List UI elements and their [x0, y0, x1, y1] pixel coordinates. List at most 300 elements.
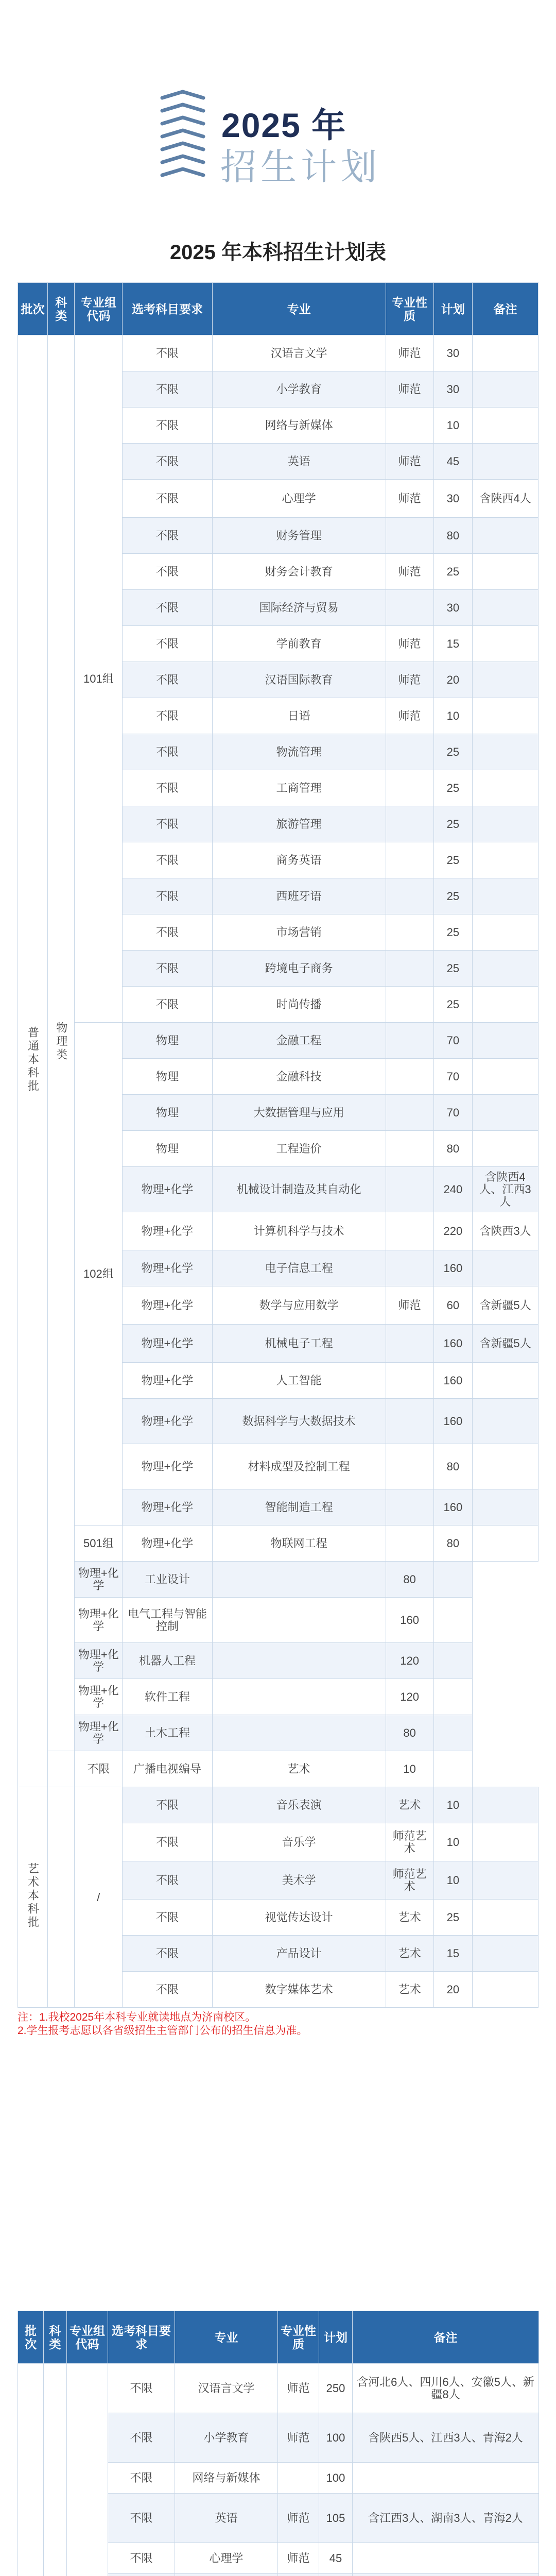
note-cell: 含江西3人、湖南3人、青海2人	[353, 2494, 539, 2543]
major-cell: 英语	[212, 444, 386, 480]
subject-requirement-cell: 不限	[123, 518, 212, 554]
table-row	[18, 1023, 538, 1059]
major-nature-cell	[386, 1363, 433, 1399]
major-cell: 网络与新媒体	[212, 408, 386, 444]
table-header-row	[18, 2311, 539, 2364]
major-nature-cell: 师范	[278, 2413, 319, 2463]
major-cell: 国际经济与贸易	[212, 590, 386, 626]
plan-count-cell: 80	[433, 1131, 473, 1167]
subject-requirement-cell: 不限	[75, 1751, 123, 1787]
category-cell	[48, 335, 75, 1751]
note-cell	[353, 2543, 539, 2574]
subject-requirement-cell: 物理+化学	[123, 1444, 212, 1489]
major-cell: 跨境电子商务	[212, 951, 386, 987]
major-cell: 时尚传播	[212, 987, 386, 1023]
subject-requirement-cell: 不限	[123, 408, 212, 444]
subject-requirement-cell: 物理+化学	[123, 1489, 212, 1526]
note-cell	[473, 1972, 538, 2008]
major-nature-cell	[386, 1489, 433, 1526]
note-cell	[473, 770, 538, 806]
note-cell	[473, 1023, 538, 1059]
subject-requirement-cell: 不限	[123, 878, 212, 914]
note-cell	[473, 1095, 538, 1131]
subject-requirement-cell: 不限	[123, 987, 212, 1023]
plan-count-cell: 80	[433, 1444, 473, 1489]
major-cell: 计算机科学与技术	[212, 1212, 386, 1250]
note-cell	[473, 518, 538, 554]
major-nature-cell	[386, 1444, 433, 1489]
header-group-code: 专业组代码	[75, 283, 123, 335]
note-cell	[473, 878, 538, 914]
major-cell: 财务管理	[212, 518, 386, 554]
major-cell: 物流管理	[212, 734, 386, 770]
major-nature-cell	[386, 951, 433, 987]
major-nature-cell	[386, 734, 433, 770]
header-major: 专业	[175, 2311, 278, 2364]
subject-requirement-cell: 不限	[123, 1936, 212, 1972]
note-cell	[473, 1444, 538, 1489]
major-nature-cell	[386, 1250, 433, 1286]
plan-count-cell: 20	[433, 662, 473, 698]
header-batch: 批次	[18, 2311, 44, 2364]
note-cell: 含新疆5人	[473, 1286, 538, 1325]
table-row	[18, 1679, 538, 1715]
major-nature-cell	[386, 806, 433, 842]
major-nature-cell	[386, 1212, 433, 1250]
major-cell	[175, 2574, 278, 2576]
table-row	[18, 335, 538, 371]
major-cell: 数据科学与大数据技术	[212, 1399, 386, 1444]
plan-count-cell: 25	[433, 770, 473, 806]
header-subject-requirement: 选考科目要求	[123, 283, 212, 335]
major-nature-cell	[212, 1562, 386, 1598]
group-code-cell: 501组	[75, 1526, 123, 1562]
major-nature-cell	[212, 1598, 386, 1643]
art-category-cell	[48, 1787, 75, 2008]
header-group-code: 专业组代码	[67, 2311, 108, 2364]
subject-requirement-cell: 不限	[123, 698, 212, 734]
plan-count-cell: 160	[433, 1325, 473, 1363]
major-nature-cell	[386, 842, 433, 878]
note-cell	[433, 1562, 473, 1598]
plan-count-cell: 160	[433, 1250, 473, 1286]
header-note: 备注	[353, 2311, 539, 2364]
note-cell: 含新疆5人	[473, 1325, 538, 1363]
major-cell: 工业设计	[123, 1562, 212, 1598]
subject-requirement-cell: 不限	[123, 842, 212, 878]
plan-count-cell: 10	[433, 698, 473, 734]
plan-count-cell: 45	[319, 2543, 353, 2574]
major-nature-cell	[386, 1095, 433, 1131]
plan-count-cell: 10	[433, 1861, 473, 1900]
category-label: 物理类	[55, 1022, 68, 1062]
major-cell: 数学与应用数学	[212, 1286, 386, 1325]
major-cell: 工程造价	[212, 1131, 386, 1167]
table-row	[18, 1526, 538, 1562]
note-cell	[473, 444, 538, 480]
major-nature-cell	[386, 1131, 433, 1167]
note-cell	[473, 806, 538, 842]
note-cell	[473, 1250, 538, 1286]
major-cell: 大数据管理与应用	[212, 1095, 386, 1131]
major-cell: 人工智能	[212, 1363, 386, 1399]
header-category: 科类	[48, 283, 75, 335]
subject-requirement-cell: 物理+化学	[75, 1679, 123, 1715]
note-cell	[473, 1936, 538, 1972]
note-cell	[473, 1526, 538, 1562]
note-cell: 含陕西4人、江西3人	[473, 1167, 538, 1212]
subject-requirement-cell: 不限	[123, 914, 212, 951]
subject-requirement-cell: 物理	[123, 1059, 212, 1095]
art-batch-label: 艺术本科批	[26, 1862, 40, 1929]
plan-count-cell: 120	[386, 1643, 433, 1679]
plan-count-cell: 120	[386, 1679, 433, 1715]
plan-count-cell: 25	[433, 554, 473, 590]
plan-count-cell: 70	[433, 1059, 473, 1095]
major-nature-cell: 师范	[278, 2494, 319, 2543]
note-line: 2.学生报考志愿以各省级招生主管部门公布的招生信息为准。	[18, 2025, 308, 2037]
major-nature-cell: 艺术	[386, 1972, 433, 2008]
major-cell: 机器人工程	[123, 1643, 212, 1679]
major-nature-cell	[386, 878, 433, 914]
header-major-nature: 专业性质	[386, 283, 433, 335]
group-code-cell: 101组	[75, 335, 123, 1023]
header-note: 备注	[473, 283, 538, 335]
major-nature-cell	[212, 1643, 386, 1679]
year-title: 2025 年	[221, 106, 347, 144]
plan-count-cell: 45	[433, 444, 473, 480]
subject-requirement-cell: 不限	[108, 2364, 175, 2413]
note-cell	[473, 842, 538, 878]
major-nature-cell	[386, 770, 433, 806]
subject-requirement-cell: 不限	[108, 2543, 175, 2574]
major-cell: 音乐表演	[212, 1787, 386, 1823]
header-subject-requirement: 选考科目要求	[108, 2311, 175, 2364]
note-cell	[353, 2574, 539, 2576]
table-row	[18, 1751, 538, 1787]
note-cell	[473, 951, 538, 987]
major-cell: 心理学	[212, 480, 386, 518]
major-cell: 旅游管理	[212, 806, 386, 842]
major-nature-cell	[386, 1399, 433, 1444]
plan-count-cell: 80	[386, 1715, 433, 1751]
major-cell: 电子信息工程	[212, 1250, 386, 1286]
plan-count-cell: 160	[433, 1399, 473, 1444]
plan-count-cell: 30	[433, 335, 473, 371]
subject-requirement-cell: 物理+化学	[123, 1286, 212, 1325]
header-major: 专业	[212, 283, 386, 335]
major-nature-cell: 师范	[386, 626, 433, 662]
subject-requirement-cell: 不限	[123, 951, 212, 987]
subject-requirement-cell: 物理+化学	[123, 1399, 212, 1444]
major-cell: 汉语言文学	[175, 2364, 278, 2413]
category-cell-empty	[48, 1751, 75, 1787]
subject-requirement-cell: 不限	[123, 806, 212, 842]
major-nature-cell	[386, 518, 433, 554]
note-cell	[473, 914, 538, 951]
major-cell: 日语	[212, 698, 386, 734]
plan-count-cell: 250	[319, 2364, 353, 2413]
subject-requirement-cell: 物理+化学	[123, 1526, 212, 1562]
major-cell: 小学教育	[175, 2413, 278, 2463]
table-row	[18, 1643, 538, 1679]
subject-requirement-cell: 不限	[123, 770, 212, 806]
plan-title: 招生计划	[220, 147, 381, 187]
major-cell: 商务英语	[212, 842, 386, 878]
header-category: 科类	[44, 2311, 67, 2364]
plan-count-cell: 30	[433, 590, 473, 626]
major-cell: 金融工程	[212, 1023, 386, 1059]
note-cell	[473, 662, 538, 698]
note-cell	[473, 698, 538, 734]
major-cell: 智能制造工程	[212, 1489, 386, 1526]
enrollment-plan-table-physics	[18, 282, 538, 2008]
major-cell: 网络与新媒体	[175, 2463, 278, 2494]
subject-requirement-cell: 物理+化学	[75, 1643, 123, 1679]
major-nature-cell	[212, 1715, 386, 1751]
plan-count-cell: 160	[386, 1598, 433, 1643]
plan-count-cell: 70	[433, 1095, 473, 1131]
major-cell: 英语	[175, 2494, 278, 2543]
header-batch: 批次	[18, 283, 48, 335]
art-group-code-cell: /	[75, 1787, 123, 2008]
table-row	[18, 1715, 538, 1751]
major-nature-cell: 艺术	[386, 1787, 433, 1823]
major-cell: 材料成型及控制工程	[212, 1444, 386, 1489]
plan-count-cell: 160	[433, 1489, 473, 1526]
note-cell	[473, 987, 538, 1023]
major-cell: 产品设计	[212, 1936, 386, 1972]
plan-count-cell: 80	[433, 1526, 473, 1562]
subject-requirement-cell: 不限	[123, 1900, 212, 1936]
note-cell	[473, 626, 538, 662]
subject-requirement-cell: 不限	[123, 480, 212, 518]
major-nature-cell: 师范艺术	[386, 1861, 433, 1900]
header-plan: 计划	[319, 2311, 353, 2364]
note-cell	[473, 1489, 538, 1526]
major-cell: 工商管理	[212, 770, 386, 806]
art-batch-cell	[18, 1787, 48, 2008]
note-cell	[473, 1787, 538, 1823]
plan-count-cell: 25	[433, 914, 473, 951]
major-cell: 音乐学	[212, 1823, 386, 1861]
major-cell: 汉语国际教育	[212, 662, 386, 698]
table-notes	[18, 2011, 538, 2038]
note-cell	[473, 408, 538, 444]
major-cell: 美术学	[212, 1861, 386, 1900]
note-cell: 含陕西3人	[473, 1212, 538, 1250]
major-cell: 小学教育	[212, 371, 386, 408]
plan-count-cell: 15	[433, 626, 473, 662]
note-cell: 含陕西4人	[473, 480, 538, 518]
plan-count-cell: 30	[433, 480, 473, 518]
subject-requirement-cell: 物理+化学	[123, 1212, 212, 1250]
major-nature-cell	[386, 1023, 433, 1059]
plan-count-cell: 60	[433, 1286, 473, 1325]
subject-requirement-cell: 不限	[123, 335, 212, 371]
note-cell	[353, 2463, 539, 2494]
subject-requirement-cell: 不限	[123, 444, 212, 480]
subject-requirement-cell: 不限	[123, 554, 212, 590]
major-cell: 视觉传达设计	[212, 1900, 386, 1936]
major-nature-cell	[386, 914, 433, 951]
subject-requirement-cell: 物理	[123, 1131, 212, 1167]
plan-count-cell: 70	[433, 1023, 473, 1059]
batch-cell	[18, 335, 48, 1787]
subject-requirement-cell: 物理+化学	[75, 1598, 123, 1643]
note-cell	[473, 371, 538, 408]
major-nature-cell: 师范艺术	[386, 1823, 433, 1861]
plan-count-cell: 10	[433, 1787, 473, 1823]
plan-count-cell	[319, 2574, 353, 2576]
subject-requirement-cell: 不限	[123, 1823, 212, 1861]
major-nature-cell	[386, 987, 433, 1023]
note-cell	[433, 1598, 473, 1643]
note-cell: 含陕西5人、江西3人、青海2人	[353, 2413, 539, 2463]
plan-count-cell: 80	[386, 1562, 433, 1598]
plan-count-cell: 25	[433, 1900, 473, 1936]
plan-count-cell: 100	[319, 2413, 353, 2463]
plan-count-cell: 30	[433, 371, 473, 408]
table-row	[18, 1787, 538, 1823]
plan-count-cell: 10	[433, 1823, 473, 1861]
subject-requirement-cell: 物理+化学	[75, 1562, 123, 1598]
note-cell	[473, 1861, 538, 1900]
major-nature-cell	[278, 2463, 319, 2494]
major-cell: 土木工程	[123, 1715, 212, 1751]
major-nature-cell	[278, 2574, 319, 2576]
major-nature-cell: 师范	[386, 444, 433, 480]
major-nature-cell	[386, 590, 433, 626]
major-cell: 汉语言文学	[212, 335, 386, 371]
header-plan: 计划	[433, 283, 473, 335]
major-nature-cell: 师范	[386, 554, 433, 590]
plan-count-cell: 25	[433, 734, 473, 770]
note-cell	[433, 1679, 473, 1715]
header-major-nature: 专业性质	[278, 2311, 319, 2364]
major-cell: 市场营销	[212, 914, 386, 951]
plan-count-cell: 20	[433, 1972, 473, 2008]
brand-logo-icon	[154, 88, 211, 180]
major-nature-cell	[386, 408, 433, 444]
plan-count-cell: 80	[433, 518, 473, 554]
plan-count-cell: 25	[433, 842, 473, 878]
subject-requirement-cell: 不限	[123, 626, 212, 662]
subject-requirement-cell: 不限	[108, 2463, 175, 2494]
plan-count-cell: 240	[433, 1167, 473, 1212]
table-header-row	[18, 283, 538, 335]
note-cell	[433, 1643, 473, 1679]
major-nature-cell: 师范	[386, 662, 433, 698]
batch-cell	[18, 2364, 44, 2576]
major-cell: 物联网工程	[212, 1526, 386, 1562]
plan-count-cell: 160	[433, 1363, 473, 1399]
note-cell	[473, 554, 538, 590]
plan-count-cell: 25	[433, 951, 473, 987]
subject-requirement-cell: 不限	[123, 371, 212, 408]
major-cell: 机械电子工程	[212, 1325, 386, 1363]
plan-count-cell: 25	[433, 878, 473, 914]
major-nature-cell: 师范	[386, 371, 433, 408]
major-cell: 学前教育	[212, 626, 386, 662]
note-cell	[473, 1399, 538, 1444]
subject-requirement-cell: 物理	[123, 1095, 212, 1131]
major-nature-cell: 师范	[386, 480, 433, 518]
major-cell: 广播电视编导	[123, 1751, 212, 1787]
subject-requirement-cell: 不限	[123, 1972, 212, 2008]
note-cell	[473, 1900, 538, 1936]
major-cell: 财务会计教育	[212, 554, 386, 590]
major-cell: 机械设计制造及其自动化	[212, 1167, 386, 1212]
major-nature-cell: 艺术	[386, 1900, 433, 1936]
subject-requirement-cell: 不限	[108, 2494, 175, 2543]
table-row	[18, 2364, 539, 2413]
note-cell	[473, 1823, 538, 1861]
plan-count-cell: 105	[319, 2494, 353, 2543]
note-cell: 含河北6人、四川6人、安徽5人、新疆8人	[353, 2364, 539, 2413]
plan-count-cell: 15	[433, 1936, 473, 1972]
batch-label: 普通本科批	[26, 1026, 40, 1093]
subject-requirement-cell: 物理+化学	[75, 1715, 123, 1751]
major-nature-cell	[386, 1526, 433, 1562]
major-nature-cell: 师范	[278, 2364, 319, 2413]
subject-requirement-cell: 不限	[108, 2413, 175, 2463]
major-nature-cell: 师范	[386, 335, 433, 371]
major-nature-cell	[386, 1167, 433, 1212]
subject-requirement-cell	[108, 2574, 175, 2576]
subject-requirement-cell: 物理+化学	[123, 1363, 212, 1399]
plan-count-cell: 10	[433, 408, 473, 444]
group-code-cell: 102组	[75, 1023, 123, 1526]
table-row	[18, 1598, 538, 1643]
major-cell: 西班牙语	[212, 878, 386, 914]
major-nature-cell: 师范	[278, 2543, 319, 2574]
major-nature-cell: 师范	[386, 1286, 433, 1325]
plan-count-cell: 10	[386, 1751, 433, 1787]
major-nature-cell: 艺术	[212, 1751, 386, 1787]
note-cell	[473, 1131, 538, 1167]
group-code-cell	[67, 2364, 108, 2576]
note-cell	[433, 1751, 473, 1787]
note-cell	[473, 335, 538, 371]
subject-requirement-cell: 物理+化学	[123, 1250, 212, 1286]
table-title: 2025 年本科招生计划表	[169, 241, 387, 264]
major-cell: 心理学	[175, 2543, 278, 2574]
major-cell: 金融科技	[212, 1059, 386, 1095]
plan-count-cell: 220	[433, 1212, 473, 1250]
subject-requirement-cell: 不限	[123, 590, 212, 626]
note-cell	[473, 1059, 538, 1095]
note-line: 注：1.我校2025年本科专业就读地点为济南校区。	[18, 2011, 256, 2023]
subject-requirement-cell: 物理+化学	[123, 1325, 212, 1363]
subject-requirement-cell: 不限	[123, 662, 212, 698]
subject-requirement-cell: 物理+化学	[123, 1167, 212, 1212]
page-header	[0, 0, 556, 196]
enrollment-plan-table-history	[18, 2311, 539, 2576]
major-cell: 数字媒体艺术	[212, 1972, 386, 2008]
major-cell: 软件工程	[123, 1679, 212, 1715]
subject-requirement-cell: 不限	[123, 1861, 212, 1900]
subject-requirement-cell: 不限	[123, 1787, 212, 1823]
note-cell	[473, 590, 538, 626]
table-row	[18, 1562, 538, 1598]
note-cell	[473, 1363, 538, 1399]
major-nature-cell	[386, 1059, 433, 1095]
category-cell	[44, 2364, 67, 2576]
major-nature-cell: 艺术	[386, 1936, 433, 1972]
plan-count-cell: 25	[433, 806, 473, 842]
note-cell	[473, 734, 538, 770]
